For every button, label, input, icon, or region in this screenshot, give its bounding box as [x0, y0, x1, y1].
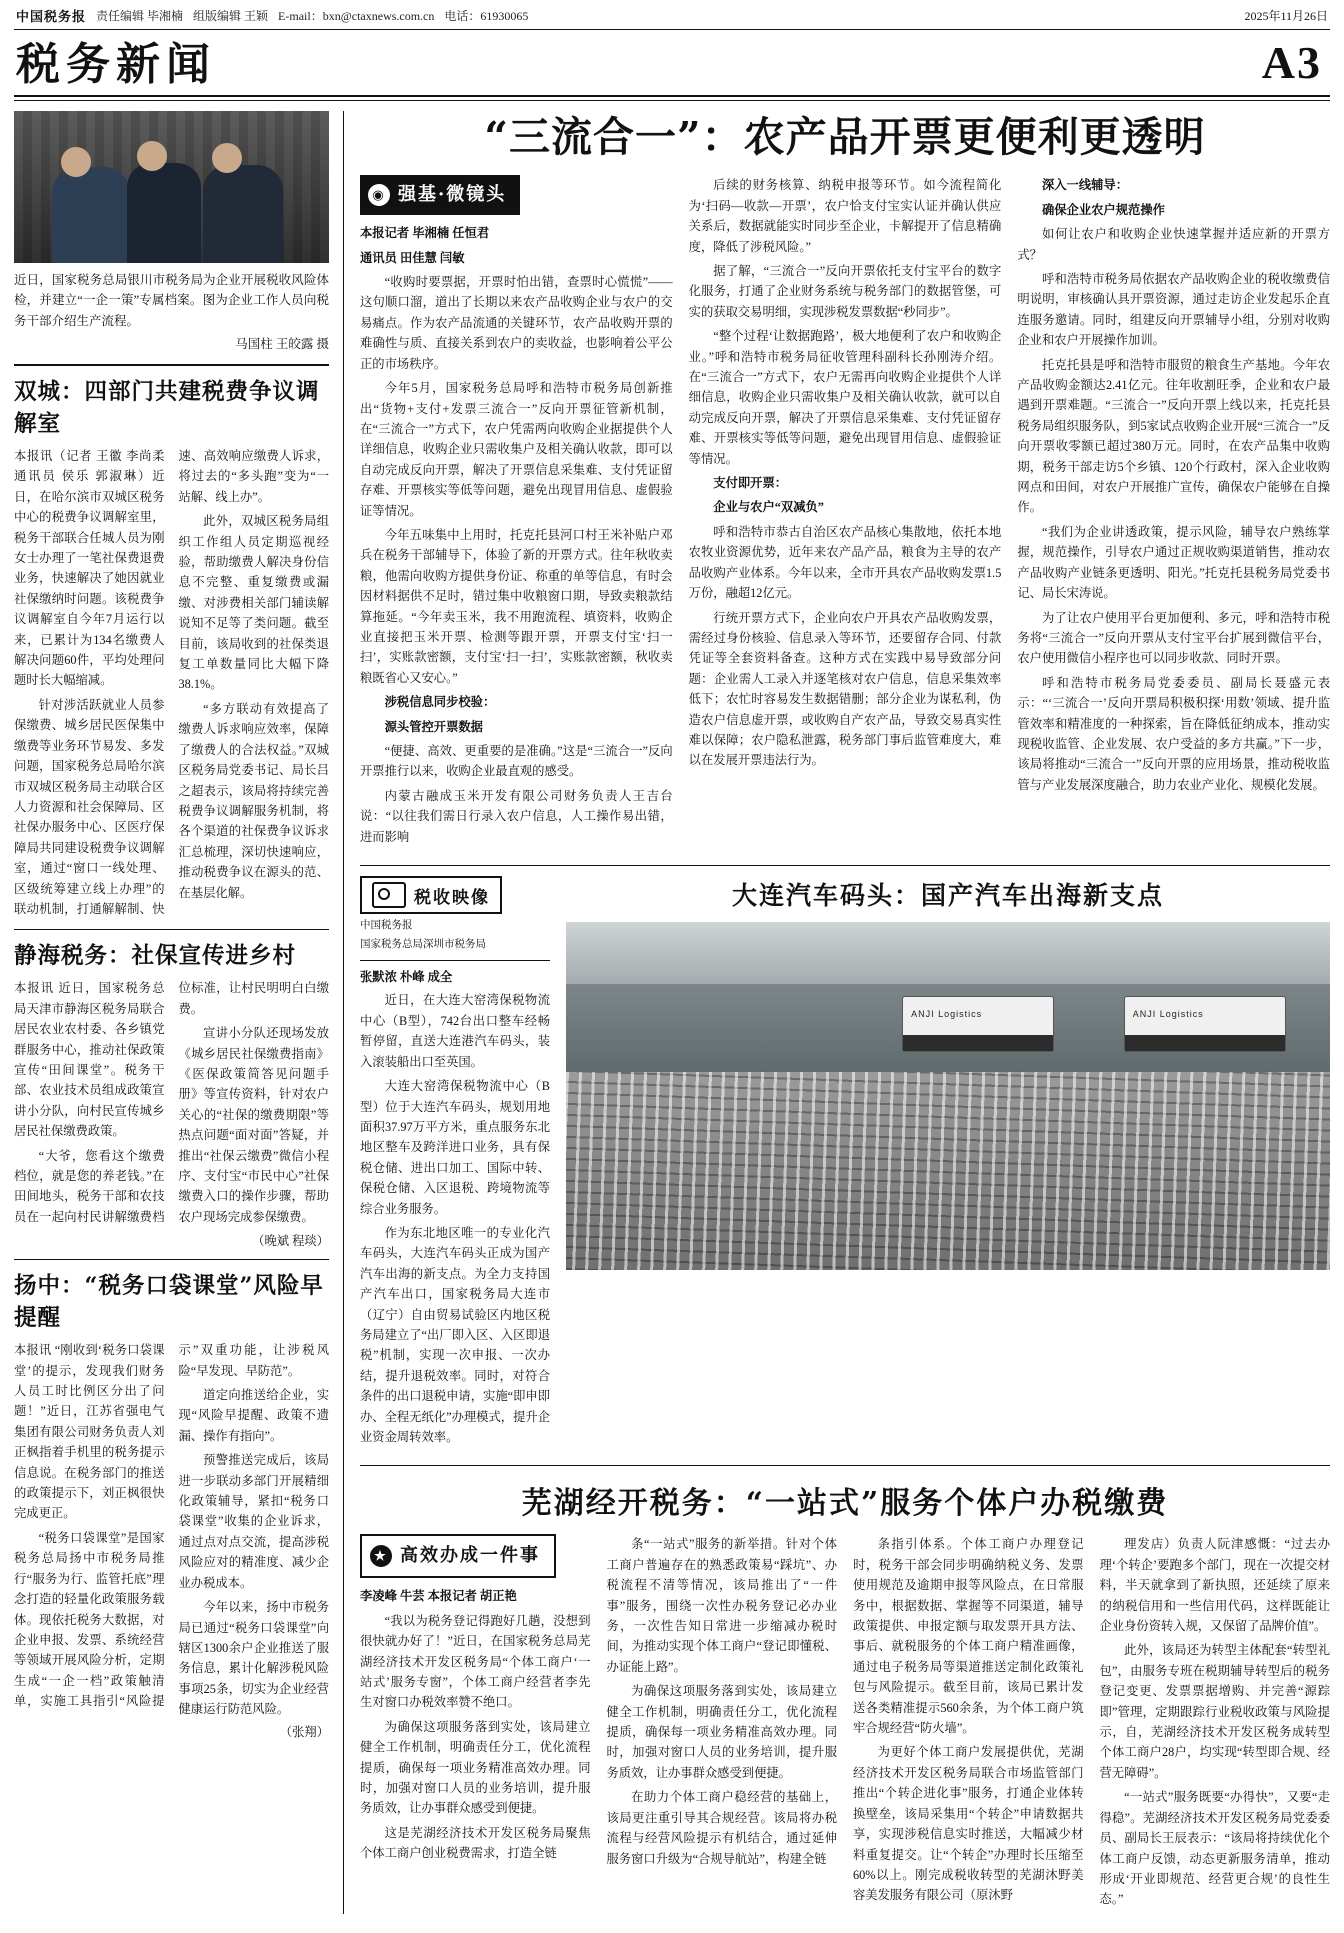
article-title-jinghai: 静海税务：社保宣传进乡村 [14, 943, 297, 970]
photo-feature-title: 大连汽车码头：国产汽车出海新支点 [731, 881, 1164, 911]
subheading: 涉税信息同步校验： [384, 695, 496, 710]
paragraph: 条“一站式”服务的新举措。针对个体工商户普遍存在的熟悉政策易“踩坑”、办税流程不清等情况，该局推出了“一件事”服务，围绕一次性办税务登记必办业务，一次性告知日常进一步缩减办税时间，为推动实现个体工商户“登记即懂税、办证能上路”。 [606, 1537, 837, 1674]
divider [360, 865, 1330, 866]
phone: 电话：61930065 [444, 9, 529, 23]
article-signature: （晚斌 程琰） [252, 1234, 329, 1249]
paragraph: 后续的财务核算、纳税申报等环节。如今流程简化为‘扫码—收款—开票’，农户恰支付宝实认证并确认供应关系后，数据就能实时同步至企业，卡解提开了信息精确度，降低了涉税风险。” [688, 178, 1002, 254]
email: E-mail：bxn@ctaxnews.com.cn [278, 9, 435, 23]
paragraph: 宣讲小分队还现场发放《城乡居民社保缴费指南》《医保政策简答见问题手册》等宣传资料，针对农户关心的“社保的缴费期限”等热点问题“面对面”答疑，并推出“社保云缴费”微信小程序、支付宝“市民中心”社保缴费入口的操作步骤，帮助农户现场完成参保缴费。 [178, 1026, 329, 1224]
subheading: 深入一线辅导： [1041, 178, 1129, 193]
bottom-col-2 [607, 1534, 838, 1913]
paragraph: “大爷，您看这个缴费档位，就是您的养老钱。”在田间地头，税务干部和农技员在一起向村民讲解缴费档位标准，让村民明明白白缴费。 [14, 981, 329, 1224]
publication-name: 中国税务报 [16, 9, 87, 24]
left-column [14, 111, 344, 1914]
paragraph: 作为东北地区唯一的专业化汽车码头，大连汽车码头正成为国产汽车出海的新支点。为全力支持国产汽车出口，国家税务局大连市（辽宁）自由贸易试验区内地区税务局建立了“出厂即入区、入区即退税”机制，实现一次申报、一次办结，提升退税效率。同时，对符合条件的出口退税申请，实施“即申即办、全程无纸化”办理模式，提升企业资金周转效率。 [360, 1225, 550, 1444]
paragraph: 大连大窑湾保税物流中心（B型）位于大连汽车码头，规划用地面积37.97万平方米，重点服务东北地区整车及跨洋进口业务，具有保税仓储、进出口加工、国际中转、保税仓储、入区退税、跨境物流等综合业务服务。 [360, 1079, 550, 1216]
paragraph: 理发店）负责人阮津感慨：“过去办理‘个转企’要跑多个部门，现在一次提交材料，半天就拿到了新执照，还延续了原来的纳税信用和一些信用代码，这样既能让企业身份资转入规，又保留了品牌价值”。 [1099, 1537, 1330, 1634]
paragraph: 此外，双城区税务局组织工作组人员定期巡视经验，帮助缴费人解决身份信息不完整、重复缴费或漏缴、对涉费相关部门辅读解说知不足等了类问题。截至目前，该局收到的社保类退复工单数量同比大幅下降38.1%。 [178, 514, 329, 692]
paragraph: “我以为税务登记得跑好几趟，没想到很快就办好了！”近日，在国家税务总局芜湖经济技术开发区税务局“个体工商户‘一站式’服务专窗”，个体工商户经营者李先生对窗口办税效率赞不绝口。 [360, 1613, 591, 1710]
subheading: 源头管控开票数据 [384, 719, 483, 734]
column-badge-qiangji [360, 175, 520, 215]
paragraph: 本报讯 近日，国家税务总局天津市静海区税务局联合居民农业农村委、各乡镇党群服务中心，推动社保政策宣传“田间课堂”。税务干部、农业技术员组成政策宣讲小分队，向村民宣传城乡居民社保缴费政策。 [14, 981, 165, 1139]
top-bar [14, 0, 1330, 29]
paragraph: 今年以来，扬中市税务局已通过“税务口袋课堂”向辖区1300余户企业推送了服务信息，累计化解涉税风险事项25条，切实为企业经营健康运行防范风险。 [178, 1600, 329, 1717]
divider [14, 1259, 329, 1260]
divider [14, 100, 1330, 101]
paragraph: 呼和浩特市恭古自治区农产品核心集散地，依托本地农牧业资源优势，近年来农产品产品，粮食为主导的农产品收购产业体系。今年以来，全市开具农产品收购发票1.5万份，融超12亿元。 [688, 524, 1002, 601]
photo-caption [14, 270, 329, 354]
main-col-2 [689, 175, 1002, 851]
camera-icon: ◉ [368, 184, 390, 206]
divider [360, 960, 550, 961]
reporter-byline: 本报记者 毕湘楠 任恒君 [360, 226, 490, 241]
badge-label: 高效办成一件事 [400, 1545, 540, 1567]
correspondent-byline: 通讯员 田佳慧 闫敏 [360, 250, 465, 265]
paragraph: 条指引体系。个体工商户办理登记时，税务干部会同步明确纳税义务、发票使用规范及逾期申报等风险点，在日常服务中，根据数据、掌握等不同渠道，辅导政策提供、申报定额与取发票开具方法、事后、就税服务的个体工商户精准画像，通过电子税务局等渠道推送定制化政策礼包与风险提示。截至目前，该局已累计发送各类精准提示560余条，为个体工商户筑牢合规经营“防火墙”。 [853, 1537, 1084, 1736]
badge-sub-1: 中国税务报 [360, 920, 413, 932]
main-col-3 [1017, 175, 1330, 851]
subheading: 支付即开票： [713, 476, 788, 491]
paragraph: “多方联动有效提高了缴费人诉求响应效率，保障了缴费人的合法权益。”双城区税务局党委书记、局长吕之超表示，该局将持续完善税费争议调解服务机制，将各个渠道的社保费争议诉求汇总梳理，深切快速响应，推动税费争议在源头的范、在基层化解。 [178, 701, 329, 900]
article-body-shuangcheng [14, 446, 329, 919]
photo-byline: 张默浓 朴峰 成全 [360, 970, 453, 985]
paragraph: 据了解，“三流合一”反向开票依托支付宝平台的数字化服务，打通了企业财务系统与税务部门的数据管堡，可实的获取交易明细，实现涉税发票数据“秒同步”。 [688, 264, 1002, 319]
article-body-yangzhong [14, 1340, 329, 1719]
subheading: 企业与农户“双减负” [713, 500, 824, 515]
paragraph: 今年5月，国家税务总局呼和浩特市税务局创新推出“货物+支付+发票三流合一”反向开票征管新机制，在“三流合一”方式下，农户凭需两向收购企业据提供个人详细信息，收购企业只需收集户及相关确认收款，即可以自动完成反向开票，解决了开票信息采集难、支付凭证留存难、开票核实等低等问题，避免出现冒用信息、虚假验证等情况。 [360, 381, 673, 518]
paragraph: “我们为企业讲透政策，提示风险，辅导农户熟练掌握，规范操作，引导农户通过正规收购渠道销售，推动农产品收购产业链条更透明、阳光。”托克托县税务局党委书记、局长宋涛说。 [1017, 524, 1331, 601]
paragraph: 在助力个体工商户稳经营的基础上，该局更注重引导其合规经营。该局将办税流程与经营风险提示有机结合，通过延伸服务窗口升级为“合规导航站”，构建全链 [606, 1790, 837, 1866]
badge-sub-2: 国家税务总局深圳市税务局 [360, 939, 486, 951]
paragraph: 为了让农户使用平台更加便利、多元，呼和浩特市税务将“三流合一”反向开票从支付宝平台扩展到微信平台，农户使用微信小程序也可以同步收款、同时开票。 [1017, 610, 1331, 666]
section-title: 税务新闻 [16, 38, 216, 90]
paragraph: 内蒙古融成玉米开发有限公司财务负责人王吉台说：“以往我们需日行录入农户信息，人工操作易出错，进而影响 [360, 788, 673, 844]
main-headline: “三流合一”：农产品开票更便利更透明 [484, 113, 1206, 161]
bottom-article-grid [360, 1534, 1330, 1913]
bottom-article-title: 芜湖经开税务：“一站式”服务个体户办税缴费 [521, 1486, 1169, 1522]
paragraph: 为更好个体工商户发展提供优，芜湖经济技术开发区税务局联合市场监管部门推出“个转企进化事”服务，打通企业体转换壁垒，该局采集用“个转企”申请数据共享，实现涉税信息实时推送，大幅减少材料重复提交。让“个转企”办理时长压缩至60%以上。刚完成税收转型的芜湖沐野美容美发服务有限公司（原沐野 [853, 1745, 1084, 1903]
aerial-photo-dalian-port [566, 922, 1330, 1270]
photo-feature [360, 876, 1330, 1451]
badge-label: 税收映像 [414, 887, 490, 908]
paragraph: 为确保这项服务落到实处，该局建立健全工作机制，明确责任分工，优化流程提质，确保每一项业务精准高效办理。同时，加强对窗口人员的业务培训，提升服务质效，让办事群众感受到便捷。 [606, 1684, 837, 1780]
main-article-grid [360, 175, 1330, 851]
masthead [14, 30, 1330, 91]
paragraph: “一站式”服务既要“办得快”，又要“走得稳”。芜湖经济技术开发区税务局党委委员、副局长王辰表示：“该局将持续优化个体工商户反馈，动态更新服务清单，推动形成‘开业即规范、经营更合规’的良性生态。” [1099, 1790, 1330, 1907]
right-column [344, 111, 1330, 1914]
divider [14, 364, 329, 366]
bottom-col-1 [360, 1534, 591, 1913]
column-badge-gaoxiao [360, 1534, 556, 1578]
divider [360, 1465, 1330, 1466]
article-title-yangzhong: 扬中：“税务口袋课堂”风险早提醒 [14, 1273, 324, 1332]
paragraph: 为确保这项服务落到实处，该局建立健全工作机制，明确责任分工，优化流程提质，确保每一项业务精准高效办理。同时，加强对窗口人员的业务培训，提升服务质效，让办事群众感受到便捷。 [360, 1719, 591, 1816]
paragraph: “收购时要票据，开票时怕出错，查票时心慌慌”——这句顺口溜，道出了长期以来农产品收购企业与农户的交易痛点。作为农产品流通的关键环节，农产品收购开票的难确性与质、直接关系到农户的卖收益，也影响着公平公正的市场秩序。 [360, 275, 673, 371]
photo-feature-text [360, 876, 550, 1451]
paragraph: 如何让农户和收购企业快速掌握并适应新的开票方式？ [1017, 227, 1331, 262]
article-body-jinghai [14, 978, 329, 1229]
paragraph: 呼和浩特市税务局依据农产品收购企业的税收缴费信明说明，审核确认具开票资源，通过走访企业发起乐企直连服务邀请。同时，组建反向开票辅导小组，分别对收购企业和农户开展操作加训。 [1017, 272, 1331, 348]
column-badge-shuishouyingxiang [360, 876, 502, 914]
photo-feature-body [360, 990, 550, 1447]
main-col-1 [360, 175, 673, 851]
article-title-shuangcheng: 双城：四部门共建税费争议调解室 [14, 379, 320, 437]
ship-1: ANJI Logistics [902, 996, 1054, 1052]
divider [14, 929, 329, 930]
subheading: 确保企业农户规范操作 [1041, 202, 1165, 217]
paragraph: 道定向推送给企业，实现“风险早提醒、政策不遗漏、操作有指向”。 [178, 1388, 329, 1443]
paragraph: 此外，该局还为转型主体配套“转型礼包”，由服务专班在税期辅导转型后的税务登记变更、发票票据增购、并完善“源踪即”管理，定期跟踪行业税收政策与风险提示，自，芜湖经济技术开发区税务成转型个体工商户28户，均实现“转型即合规、经营无障碍”。 [1099, 1643, 1330, 1780]
photo-feature-image-wrap [566, 876, 1330, 1451]
paragraph: 针对涉活跃就业人员参保缴费、城乡居民医保集中缴费等业务环节易发、多发问题，国家税务总局哈尔滨市双城区税务局主动联合区人力资源和社会保障局、区社保办服务中心、区医疗保障局共同建设税费争议调解室，通过“窗口一线处理、区级统筹建立线上办理”的联动机制，打通解解制、快速、高效响应缴费人诉求，将过去的“多头跑”变为“一站解、线上办”。 [14, 449, 329, 916]
paragraph: 呼和浩特市税务局党委委员、副局长聂盛元表示：“‘三流合一’反向开票局积极积探‘用数’领域、提升监管效率和精准度的一种探索，旨在降低征纳成本，推动实现税收监管、企业发展、农户受益的多方共赢。”下一步，该局将推动“三流合一”反向开票的应用场景，推动税收监管与产业发展深度融合，助力农业产业化、规模化发展。 [1017, 675, 1331, 792]
page-number: A3 [1261, 37, 1322, 88]
paragraph: “便捷、高效、更重要的是准确。”这是“三流合一”反向开票推行以来，收购企业最直观的感受。 [360, 744, 673, 779]
responsible-editor: 责任编辑 毕湘楠 [96, 9, 184, 23]
paragraph: 这是芜湖经济技术开发区税务局聚焦个体工商户创业税费需求，打造全链 [360, 1825, 591, 1861]
ship-2: ANJI Logistics [1124, 996, 1286, 1052]
paragraph: 行统开票方式下，企业向农户开具农产品收购发票，需经过身份核验、信息录入等环节，还要留存合同、付款凭证等全套资料备查。这种方式在实践中易导致部分问题：企业需人工录入并逐笔核对农户信息，信息采集效率低下；农忙时容易发生数据错删；部分企业为谋私利，伪造农户信息虚开票，或收购自产农产品，导致交易真实性难以保障；农户隐私泄露，税务部门事后监管难度大，难以在发展开票违法行为。 [688, 610, 1002, 768]
paragraph: “整个过程‘让数据跑路’，极大地便利了农户和收购企业。”呼和浩特市税务局征收管理科副科长孙刚涛介绍。在“三流合一”方式下，农户无需再向收购企业提供个人详细信息，收购企业只需收集户及相关确认收款，就可以自动完成反向开票，解决了开票信息采集难、支付凭证留存难、开票核实等低等问题，避免出现冒用信息、虚假验证等情况。 [688, 329, 1002, 466]
issue-date: 2025年11月26日 [1244, 9, 1328, 23]
bottom-byline: 李凌峰 牛芸 本报记者 胡正艳 [360, 1589, 517, 1604]
paragraph: 近日，在大连大窑湾保税物流中心（B型），742台出口整车经畅暂停留，直送大连港汽车码头，装入滚装船出口至英国。 [360, 993, 550, 1069]
paragraph: 托克托县是呼和浩特市服贸的粮食生产基地。今年农产品收购金额达2.41亿元。往年收割旺季，企业和农户最遇到开票难题。“三流合一”反向开票上线以来，托克托县税务局组织服务队，到5家试点收购企业开展“三流合一”反向开票收零额已超过380万元。同时，在农产品集中收购期，税务干部走访5个乡镇、120个行政村，深入企业收购网点和田间，对农户开展推广宣传，确保农户能够在自操作。 [1017, 357, 1331, 515]
paragraph: “税务口袋课堂”是国家税务总局扬中市税务局推行“服务为行、监管托底”理念打造的轻量化政策服务载体。现依托税务大数据，对企业申报、发票、系统经营等领域开展风险分析，定期生成“一企一档”政策触清单，实施工具指引“风险提示”双重功能，让涉税风险“早发现、早防范”。 [14, 1343, 329, 1709]
photo-caption-text: 近日，国家税务总局银川市税务局为企业开展税收风险体检，并建立“一企一策”专属档案。图为企业工作人员向税务干部介绍生产流程。 [14, 273, 329, 328]
paragraph: 今年五味集中上用时，托克托县河口村王米补贴户邓兵在税务干部辅导下，体验了新的开票方式。往年秋收卖粮，他需向收购方提供身份证、称重的单等信息，有时会因材料据供不足时，错过集中收粮窗口期，导致卖粮款结算拖延。“今年卖玉米，我不用跑流程、填资料，收购企业直接把玉米开票、检测等跟开票，开票支付宝‘扫一扫’，实账款密额，支付宝‘扫一扫’，实账款密额，秋收卖粮既省心又安心。” [360, 527, 673, 685]
article-signature: （张翔） [279, 1724, 329, 1739]
star-icon: ★ [370, 1545, 392, 1567]
photo-credit: 马国柱 王皎露 摄 [235, 336, 329, 351]
paragraph: 预警推送完成后，该局进一步联动多部门开展精细化政策辅导，紧扣“税务口袋课堂”收集的企业诉求，通过点对点交流，提高涉税风险应对的精准度、减少企业办税成本。 [178, 1453, 329, 1590]
paragraph: 本报讯（记者 王徽 李尚柔 通讯员 侯乐 郭淑琳）近日，在哈尔滨市双城区税务中心的税费争议调解室里，税务干部联合任城人员为刚女士办理了一笔社保费退费业务，快速解决了她因就业社保缴纳时问题。该税费争议调解室自今年7月运行以来，已累计为134名缴费人解决问题60件，平均处理问题时长大幅缩减。 [14, 449, 165, 688]
news-photo [14, 111, 329, 263]
badge-label: 强基·微镜头 [398, 184, 507, 206]
paragraph: 本报讯 “刚收到‘税务口袋课堂’的提示，发现我们财务人员工时比例区分出了问题！”近日，江苏省强电气集团有限公司财务负责人刘正枫指着手机里的税务提示信息说。在税务部门的推送的政策提示下，刘正枫很快完成更正。 [14, 1343, 165, 1521]
bottom-col-4 [1100, 1534, 1331, 1913]
bottom-col-3 [853, 1534, 1084, 1913]
tv-camera-icon [372, 882, 406, 908]
layout-editor: 组版编辑 王颖 [193, 9, 269, 23]
divider [14, 95, 1330, 97]
